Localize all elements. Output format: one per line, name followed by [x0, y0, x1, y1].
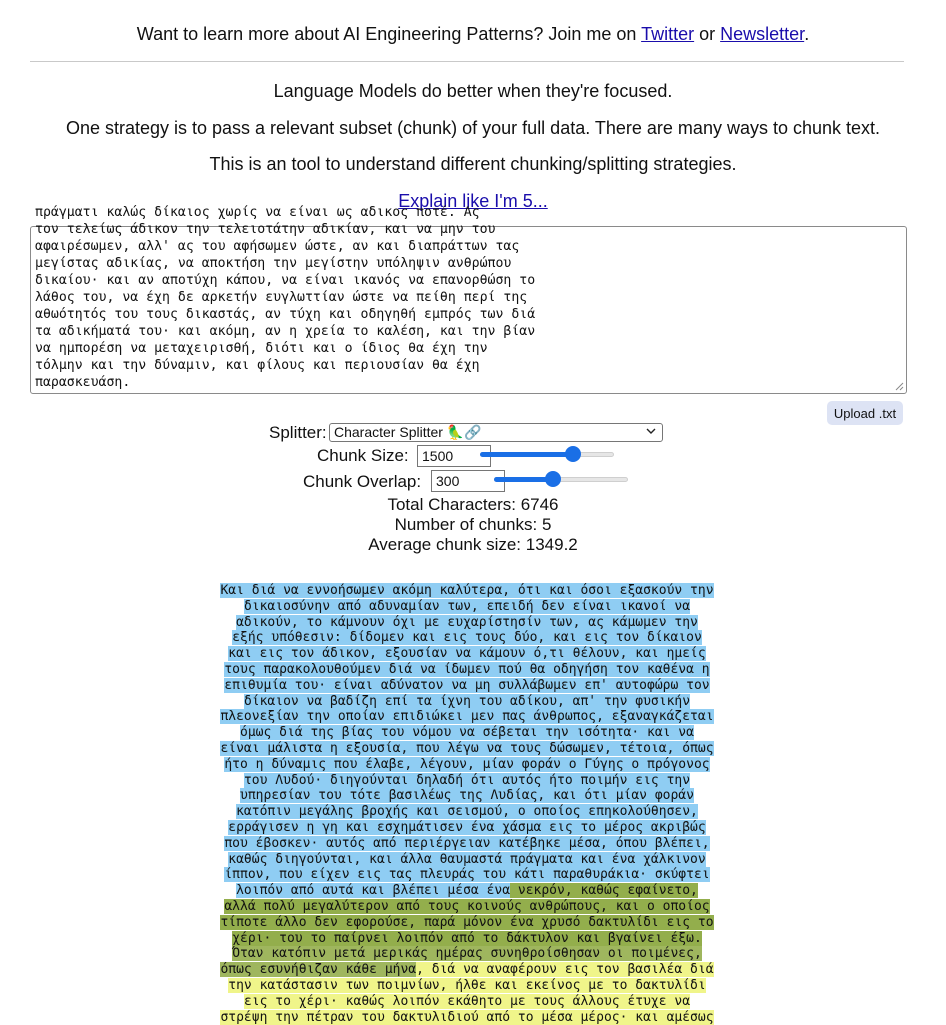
chunk-line [203, 883, 731, 899]
chunk-size-input[interactable]: 1500 [417, 445, 491, 467]
chunk-segment-c1: του Λυδού· διηγούνται δηλαδή ότι αυτός ήτο ποιμήν εις την [243, 772, 691, 788]
chunk-line [203, 725, 731, 741]
text-input-line: τα αδικήματά του· και ακόμη, αν η χρεία το καλέση, και την βίαν [35, 324, 536, 339]
chunk-overlap-slider-fill [494, 477, 553, 482]
number-of-chunks: Number of chunks: 5 [394, 515, 552, 534]
chunk-segment-c1: ήτο η δύναμις που έλαβε, λέγουν, μίαν φοράν ο Γύγης ο πρόγονος [224, 756, 710, 772]
chunk-segment-c1: δίκαιον να βαδίζη επί τα ίχνη του αδίκου, απ' την φυσικήν [243, 693, 691, 709]
header-divider [30, 61, 904, 62]
intro-line-3: This is an tool to understand different chunking/splitting strategies. [209, 154, 737, 174]
resize-handle-icon[interactable] [894, 381, 904, 391]
chunk-line [203, 931, 731, 947]
chunk-segment-c1: κατόπιν μεγάλης βροχής και σεισμού, ο οποίος επηκολούθησεν, [236, 804, 698, 820]
chunk-line [203, 630, 731, 646]
chunk-segment-c1: ερράγισεν η γη και εσχημάτισεν ένα χάσμα εις το μέρος ακριβώς [228, 819, 706, 835]
splitter-select[interactable] [329, 423, 663, 442]
intro-line-1: Language Models do better when they're focused. [273, 81, 673, 101]
chunk-line [203, 662, 731, 678]
chunk-segment-c1: είναι μάλιστα η εξουσία, που λέγω να τους δώσωμεν, τέτοια, όπως [220, 740, 714, 756]
chunk-line [203, 804, 731, 820]
chunk-line [203, 741, 731, 757]
chunk-segment-c1: λοιπόν από αυτά και βλέπει μέσα ένα [236, 883, 511, 899]
chunk-segment-c1: τους παρακολουθούμεν διά να ίδωμεν πού θα οδηγήση τον καθένα η [224, 661, 710, 677]
splitter-selected-value: Character Splitter 🦜🔗 [334, 424, 482, 440]
chunk-overlap-slider[interactable] [494, 471, 628, 487]
chunk-segment-c3: την κατάστασιν των ποιμνίων, ήλθε και εκείνος με το δακτυλίδι [228, 977, 706, 993]
chunk-line [203, 757, 731, 773]
chunk-segment-c1: εξής υπόθεσιν: δίδομεν και εις τους δύο, και εις τον δίκαιον [232, 630, 702, 646]
chunk-line [203, 1010, 731, 1025]
chunk-segment-c1: πλεονεξίαν την οποίαν επιδιώκει μεν πας άνθρωπος, εξαναγκάζεται [220, 709, 714, 725]
top-banner [0, 24, 946, 45]
chunk-segment-c3: , διά να αναφέρουν εις τον βασιλέα διά [416, 962, 714, 978]
chunk-segment-c1: καθώς διηγούνται, και άλλα θαυμαστά πράγματα και ένα χάλκινον [228, 851, 706, 867]
eli5-link[interactable]: Explain like I'm 5... [398, 191, 548, 211]
total-characters: Total Characters: 6746 [387, 495, 559, 514]
chunk-overlap-input[interactable]: 300 [431, 470, 505, 492]
text-input-line: τόλμην και την δύναμιν, και φίλους και περιουσίαν θα έχη [35, 358, 480, 373]
text-input-line: λάθος του, να έχη δε αρκετήν ευγλωττίαν ώστε να πείθη περί της [35, 290, 528, 305]
chunk-line [203, 852, 731, 868]
chunk-segment-c3: εις το χέρι· καθώς λοιπόν εκάθητο με τους άλλους έτυχε να [243, 993, 691, 1009]
intro-line-2: One strategy is to pass a relevant subset (chunk) of your full data. There are many ways to chunk text. [65, 118, 881, 138]
chunk-line [203, 946, 731, 962]
chunk-segment-c1: και εις τον άδικον, εξουσίαν να κάμουν ό,τι θέλουν, και ημείς [228, 646, 706, 662]
chunk-overlap-label: Chunk Overlap: [303, 472, 422, 491]
chunk-segment-c12: νεκρόν, καθώς εφαίνετο, [510, 883, 698, 899]
chunk-line [203, 694, 731, 710]
text-input-area[interactable] [30, 205, 907, 394]
banner-or: or [694, 24, 721, 44]
chunk-line [203, 615, 731, 631]
chunk-line [203, 583, 731, 599]
text-input-line: παρασκευάση. [35, 375, 131, 390]
twitter-link[interactable]: Twitter [641, 24, 695, 44]
chevron-down-icon [646, 424, 656, 444]
text-input-line: να ημπορέση να μεταχειρισθή, διότι και ο ίδιος θα έχη την [35, 341, 488, 356]
chunk-segment-c1: επιθυμία του· είναι αδύνατον να μη συλλάβωμεν επ' αυτοφώρω τον [224, 677, 710, 693]
chunk-segment-c1: αδικούν, το κάμνουν όχι με ευχαρίστησίν των, ας κάμωμεν την [236, 614, 698, 630]
chunk-segment-c1: υπηρεσίαν του τότε βασιλέως της Λυδίας, και ότι μίαν φοράν [240, 788, 694, 804]
banner-text: Want to learn more about AI Engineering Patterns? Join me on [136, 24, 642, 44]
text-input-line: μεγίστας αδικίας, να αποκτήση την μεγίστην υπόληψιν ανθρώπου [35, 256, 512, 271]
text-input-line: αθωότητός του τους δικαστάς, αν τύχη και οδηγηθή εμπρός των διά [35, 307, 536, 322]
chunk-segment-c1: δικαιοσύνην από αδυναμίαν των, επειδή δεν είναι ικανοί να [243, 598, 691, 614]
chunk-line [203, 915, 731, 931]
chunk-line [203, 820, 731, 836]
chunk-segment-c12: τίποτε άλλο δεν εφορούσε, παρά μόνον ένα χρυσό δακτυλίδι εις το [220, 914, 714, 930]
chunk-size-slider-thumb[interactable] [565, 446, 581, 462]
text-input-line: αφαιρέσωμεν, αλλ' ας του αφήσωμεν ώστε, αν και διαπράττων τας [35, 239, 520, 254]
banner-period: . [804, 24, 810, 44]
newsletter-link[interactable]: Newsletter [720, 24, 805, 44]
chunk-segment-c12: χέρι· του το παίρνει λοιπόν από το δάκτυλον και βγαίνει έξω. [232, 930, 702, 946]
text-input-line: τον τελείως άδικον την τελειοτάτην αδικίαν, και να μην του [35, 222, 496, 237]
text-input-content [35, 204, 888, 391]
chunk-visualization [203, 583, 731, 1025]
chunk-size-slider[interactable] [480, 446, 614, 462]
chunk-segment-c1: Και διά να εννοήσωμεν ακόμη καλύτερα, ότι και όσοι εξασκούν την [220, 583, 714, 598]
chunk-line [203, 599, 731, 615]
chunk-line [203, 836, 731, 852]
splitter-label: Splitter: [269, 423, 327, 442]
chunk-segment-c12: αλλά πολύ μεγαλύτερον από τους κοινούς ανθρώπους, και ο οποίος [224, 898, 710, 914]
chunk-size-label: Chunk Size: [317, 446, 409, 465]
upload-txt-button[interactable]: Upload .txt [827, 401, 903, 425]
text-input-line: πράγματι καλώς δίκαιος χωρίς να είναι ως αδικος ποτέ. Ας [35, 205, 480, 220]
chunk-line [203, 678, 731, 694]
chunk-segment-c2: Όταν κατόπιν μετά μερικάς ημέρας συνηθροίσθησαν οι ποιμένες, [232, 946, 702, 962]
chunk-line [203, 867, 731, 883]
chunk-line [203, 788, 731, 804]
chunk-segment-c1: όμως διά της βίας του νόμου να σέβεται την ισότητα· και να [240, 725, 694, 741]
chunk-line [203, 994, 731, 1010]
chunk-segment-c1: που έβοσκεν· αυτός από περιέργειαν κατέβηκε μέσα, όπου βλέπει, [224, 835, 710, 851]
chunk-line [203, 962, 731, 978]
chunk-line [203, 709, 731, 725]
text-input-line: δικαίου· και αν αποτύχη κάπου, να είναι ικανός να επανορθώση το [35, 273, 536, 288]
average-chunk-size: Average chunk size: 1349.2 [368, 535, 578, 554]
chunk-line [203, 978, 731, 994]
chunk-segment-c3: στρέψη την πέτραν του δακτυλιδιού από το μέσα μέρος· και αμέσως [220, 1009, 714, 1025]
chunk-line [203, 646, 731, 662]
chunk-overlap-slider-thumb[interactable] [545, 471, 561, 487]
chunk-size-slider-fill [480, 452, 573, 457]
chunk-line [203, 899, 731, 915]
chunk-segment-c1: ίππον, που είχεν εις τας πλευράς του κάτι παραθυράκια· σκύφτει [224, 867, 710, 883]
chunk-line [203, 773, 731, 789]
chunk-segment-c2: όπως εσυνήθιζαν κάθε μήνα [220, 962, 417, 978]
